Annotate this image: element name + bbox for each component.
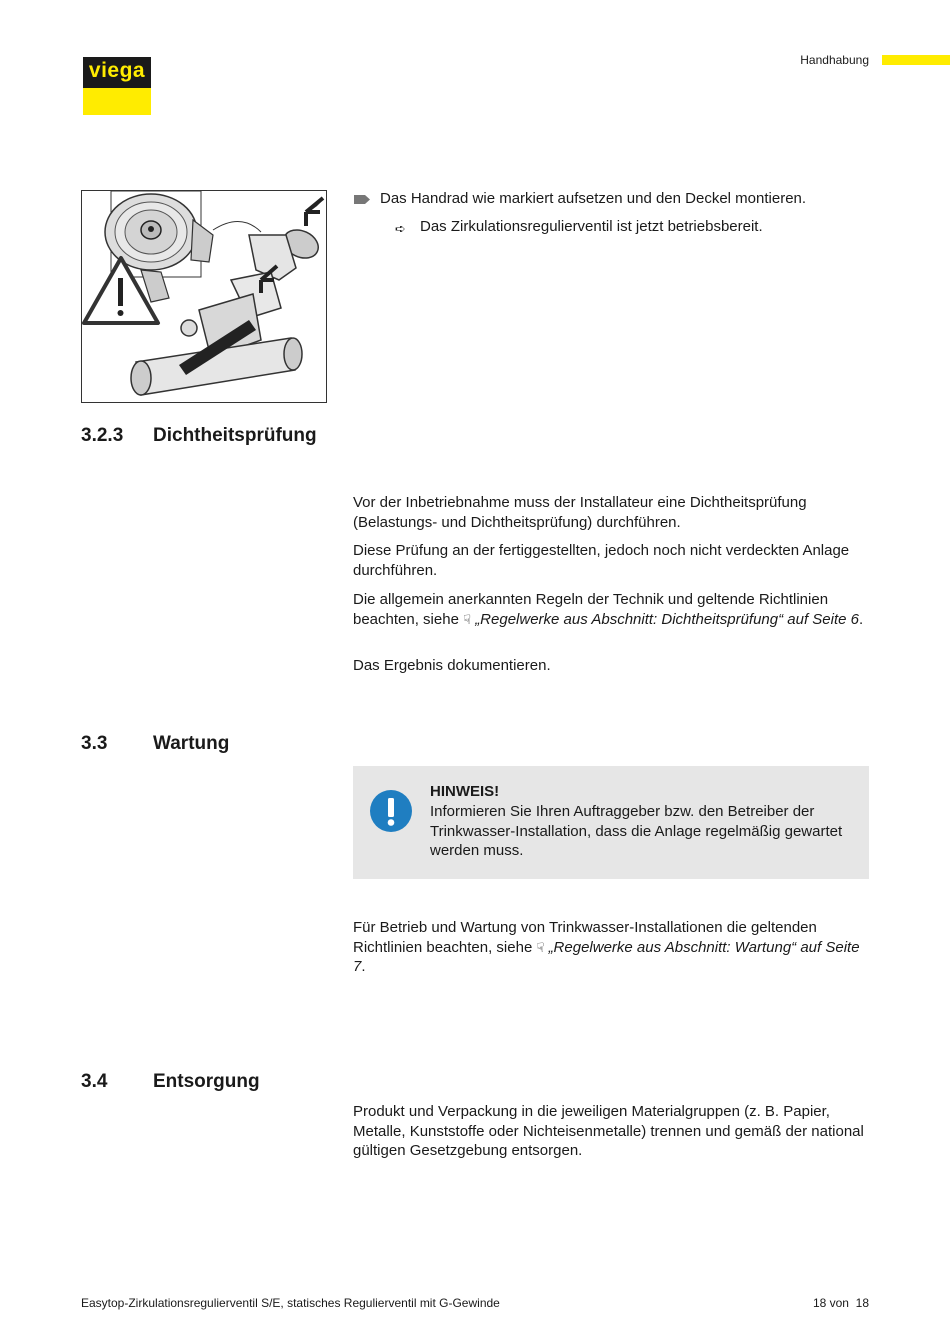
section-title-entsorgung: Entsorgung	[153, 1071, 260, 1092]
dicht-p3-end: .	[859, 610, 864, 628]
dicht-paragraph-2: Diese Prüfung an der fertiggestellten, jedoch noch nicht verdeckten Anlage durchführen.	[353, 542, 850, 579]
footer-page-number: 18 von 18	[812, 1296, 869, 1310]
dicht-paragraph-1: Vor der Inbetriebnahme muss der Installateur eine Dichtheitsprüfung (Belastungs- und Dichtheitsprüfung) durchführen.	[353, 494, 807, 531]
dicht-paragraph-4: Das Ergebnis dokumentieren.	[353, 657, 551, 674]
header-accent-bar	[882, 55, 950, 65]
section-title-wartung: Wartung	[153, 733, 230, 754]
footer-document-title: Easytop-Zirkulationsregulierventil S/E, statisches Regulierventil mit G-Gewinde	[81, 1296, 500, 1310]
wartung-paragraph	[353, 918, 873, 977]
valve-illustration	[81, 190, 327, 403]
step-bullet-icon	[353, 194, 371, 205]
logo-text: viega	[88, 59, 146, 82]
header-section-label: Handhabung	[800, 53, 869, 67]
reference-hand-icon: ☟	[463, 611, 472, 627]
dicht-reference-link[interactable]: „Regelwerke aus Abschnitt: Dichtheitsprüfung“ auf Seite 6	[475, 610, 859, 628]
viega-logo	[83, 57, 151, 115]
section-number-3-2-3: 3.2.3	[81, 425, 124, 446]
step-text: Das Handrad wie markiert aufsetzen und den Deckel montieren.	[380, 190, 807, 207]
wartung-text: Für Betrieb und Wartung von Trinkwasser-Installationen die geltenden Richtlinien beachten, siehe	[353, 919, 817, 956]
result-arrow-icon: ➪	[395, 221, 406, 236]
dicht-paragraph-3	[353, 590, 873, 629]
wartung-reference-link[interactable]: „Regelwerke aus Abschnitt: Wartung“ auf Seite 7	[353, 938, 860, 975]
section-number-3-4: 3.4	[81, 1071, 108, 1092]
wartung-end: .	[361, 958, 366, 975]
notice-title: HINWEIS!	[430, 783, 500, 800]
notice-box	[353, 766, 869, 879]
section-number-3-3: 3.3	[81, 733, 108, 754]
entsorgung-paragraph: Produkt und Verpackung in die jeweiligen Materialgruppen (z. B. Papier, Metalle, Kunststoffe oder Nichteisenmetalle) trennen und gemäß der national gültigen Gesetzgebung entsorgen.	[353, 1103, 864, 1159]
info-exclamation-icon	[369, 789, 413, 833]
result-text: Das Zirkulationsregulierventil ist jetzt betriebsbereit.	[420, 218, 763, 235]
section-title-dichtheitspruefung: Dichtheitsprüfung	[153, 425, 317, 446]
dicht-p3-text: Die allgemein anerkannten Regeln der Technik und geltende Richtlinien beachten, siehe	[353, 591, 829, 628]
notice-body: Informieren Sie Ihren Auftraggeber bzw. den Betreiber der Trinkwasser-Installation, dass die Anlage regelmäßig gewartet werden muss.	[430, 803, 843, 859]
reference-hand-icon: ☟	[536, 939, 545, 955]
